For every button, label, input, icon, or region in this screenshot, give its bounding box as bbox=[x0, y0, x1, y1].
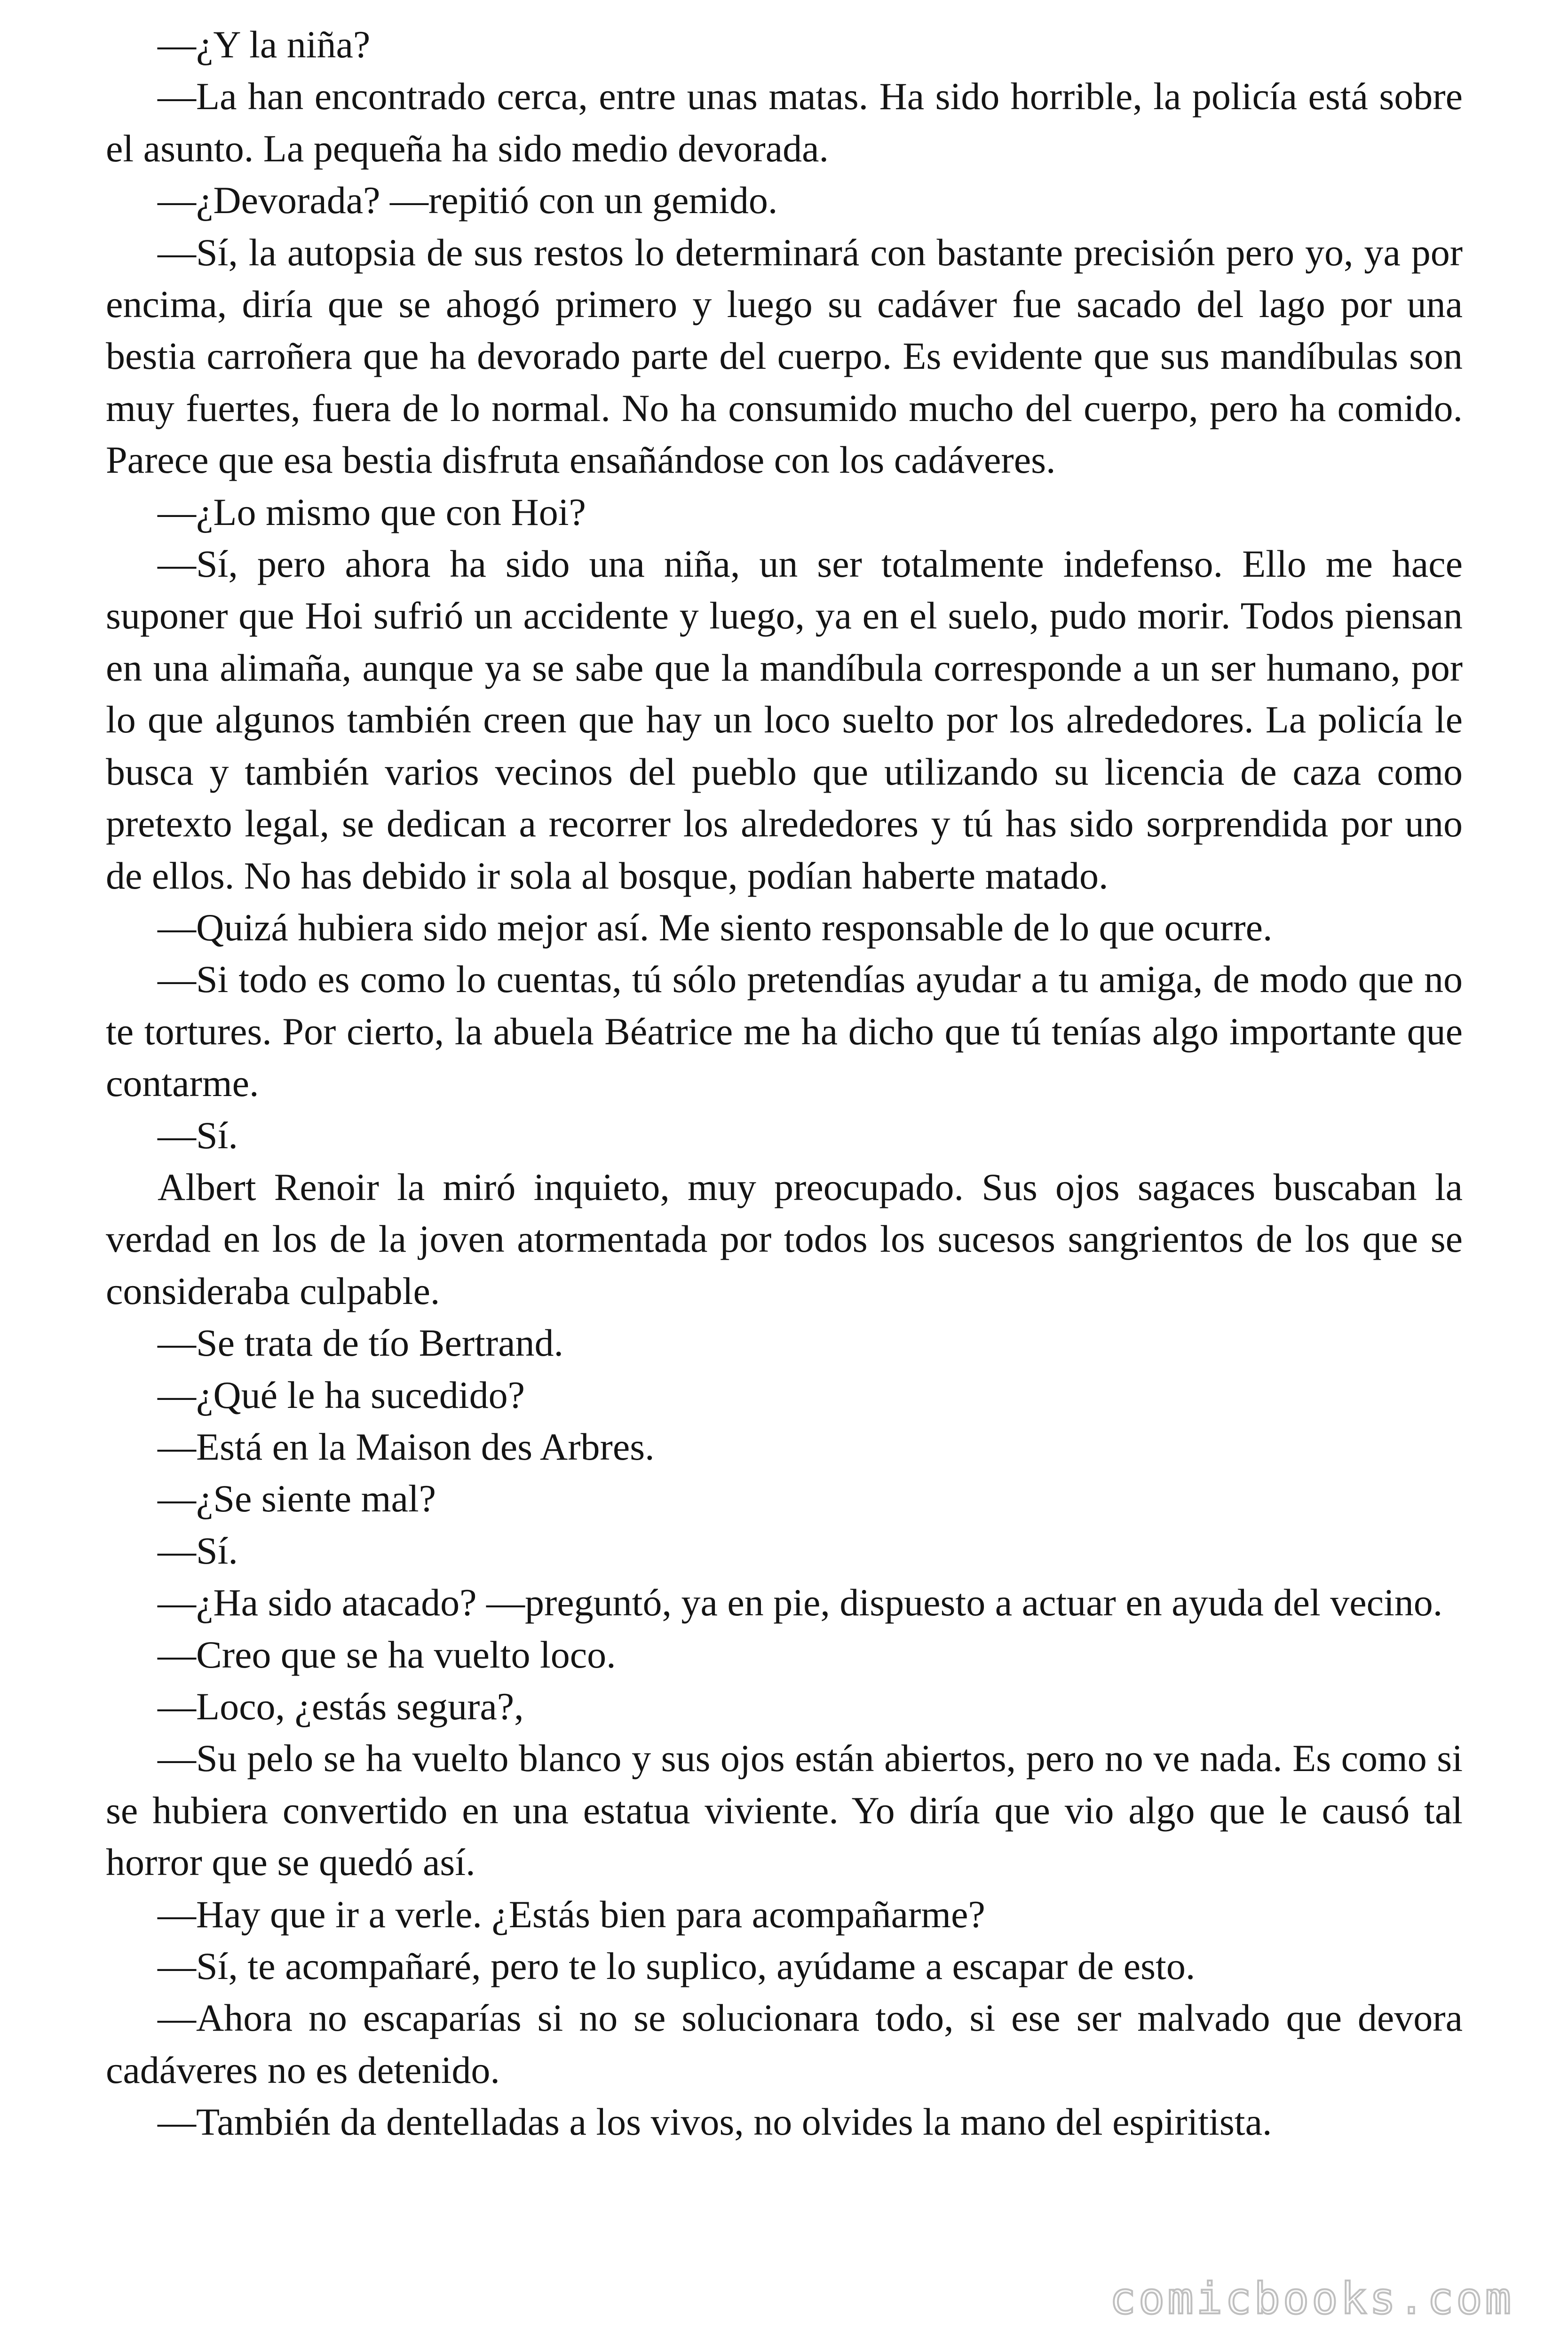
paragraph-8: —Si todo es como lo cuentas, tú sólo pretendías ayudar a tu amiga, de modo que no te tortures. Por cierto, la abuela Béatrice me ha dicho que tú tenías algo importante que contarme. bbox=[106, 958, 1463, 1105]
body-text bbox=[106, 19, 1463, 2148]
paragraph-12: —¿Qué le ha sucedido? bbox=[158, 1373, 525, 1416]
paragraph-10: Albert Renoir la miró inquieto, muy preocupado. Sus ojos sagaces buscaban la verdad en los de la joven atormentada por todos los sucesos sangrientos de los que se consideraba culpable. bbox=[106, 1165, 1463, 1312]
paragraph-9: —Sí. bbox=[158, 1113, 238, 1157]
paragraph-3: —¿Devorada? —repitió con un gemido. bbox=[158, 179, 778, 222]
paragraph-4: —Sí, la autopsia de sus restos lo determinará con bastante precisión pero yo, ya por encima, diría que se ahogó primero y luego su cadáver fue sacado del lago por una bestia carroñera que ha devorado parte del cuerpo. Es evidente que sus mandíbulas son muy fuertes, fuera de lo normal. No ha consumido mucho del cuerpo, pero ha comido. Parece que esa bestia disfruta ensañándose con los cadáveres. bbox=[106, 230, 1463, 482]
watermark: comicbooks.com bbox=[1109, 2273, 1514, 2324]
paragraph-20: —Hay que ir a verle. ¿Estás bien para acompañarme? bbox=[158, 1892, 985, 1936]
paragraph-2: —La han encontrado cerca, entre unas matas. Ha sido horrible, la policía está sobre el asunto. La pequeña ha sido medio devorada. bbox=[106, 75, 1463, 170]
paragraph-11: —Se trata de tío Bertrand. bbox=[158, 1321, 564, 1365]
paragraph-18: —Loco, ¿estás segura?, bbox=[158, 1685, 524, 1728]
paragraph-5: —¿Lo mismo que con Hoi? bbox=[158, 490, 586, 533]
paragraph-23: —También da dentelladas a los vivos, no olvides la mano del espiritista. bbox=[158, 2100, 1272, 2144]
paragraph-16: —¿Ha sido atacado? —preguntó, ya en pie, dispuesto a actuar en ayuda del vecino. bbox=[158, 1581, 1443, 1624]
paragraph-7: —Quizá hubiera sido mejor así. Me siento responsable de lo que ocurre. bbox=[158, 906, 1273, 949]
paragraph-14: —¿Se siente mal? bbox=[158, 1477, 436, 1520]
paragraph-15: —Sí. bbox=[158, 1529, 238, 1572]
paragraph-22: —Ahora no escaparías si no se solucionara todo, si ese ser malvado que devora cadáveres no es detenido. bbox=[106, 1996, 1463, 2091]
paragraph-21: —Sí, te acompañaré, pero te lo suplico, ayúdame a escapar de esto. bbox=[158, 1945, 1196, 1988]
paragraph-19: —Su pelo se ha vuelto blanco y sus ojos están abiertos, pero no ve nada. Es como si se hubiera convertido en una estatua viviente. Yo diría que vio algo que le causó tal horror que se quedó así. bbox=[106, 1737, 1463, 1884]
paragraph-1: —¿Y la niña? bbox=[158, 23, 371, 66]
paragraph-17: —Creo que se ha vuelto loco. bbox=[158, 1633, 616, 1676]
paragraph-6: —Sí, pero ahora ha sido una niña, un ser totalmente indefenso. Ello me hace suponer que Hoi sufrió un accidente y luego, ya en el suelo, pudo morir. Todos piensan en una alimaña, aunque ya se sabe que la mandíbula corresponde a un ser humano, por lo que algunos también creen que hay un loco suelto por los alrededores. La policía le busca y también varios vecinos del pueblo que utilizando su licencia de caza como pretexto legal, se dedican a recorrer los alrededores y tú has sido sorprendida por uno de ellos. No has debido ir sola al bosque, podían haberte matado. bbox=[106, 542, 1463, 897]
paragraph-13: —Está en la Maison des Arbres. bbox=[158, 1425, 655, 1468]
